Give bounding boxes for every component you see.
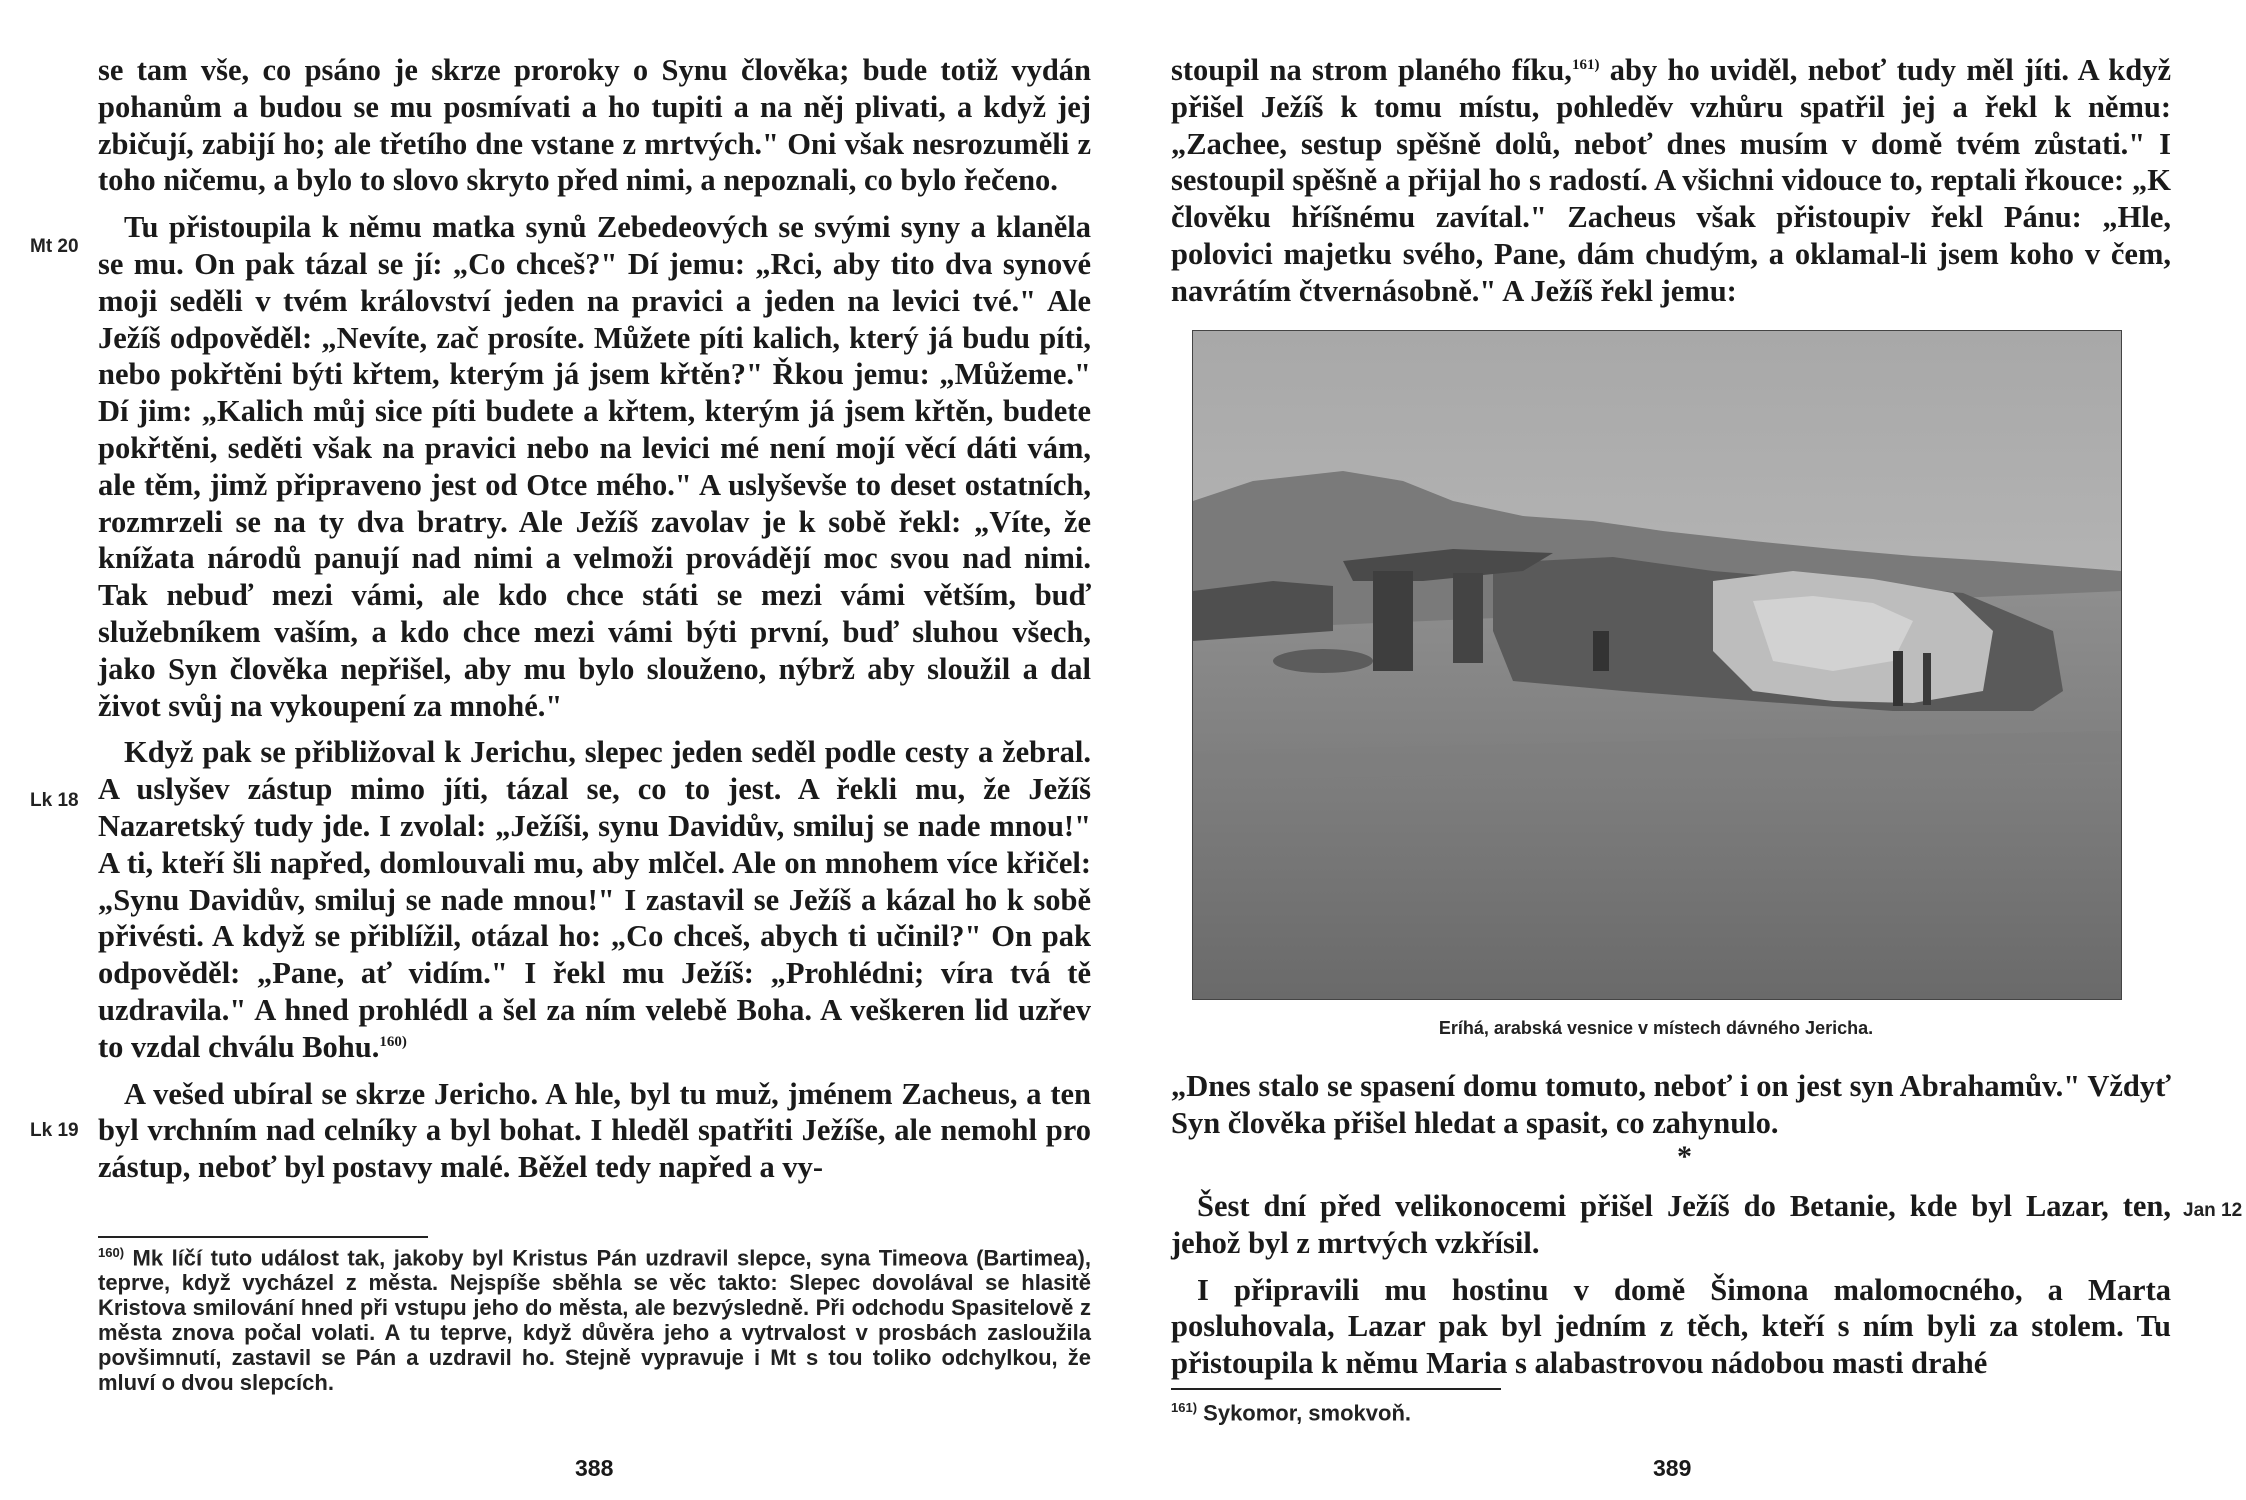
- zacheus-text-rest: aby ho uviděl, neboť tudy měl jíti. A když přišel Ježíš k tomu místu, pohleděv vzhůru spatřil jej a řekl k němu: „Zachee, sestup spěšně dolů, neboť dnes musím v domě tvém zůstati." I sestoupil spěšně a přijal ho s radostí. A všichni vidouce to, reptali řkouce: „K člověku hříšnému zavítal." Zacheus však přistoupiv řekl Pánu: „Hle, polovici majetku svého, Pane, dám chudým, a oklamal-li jsem koho v čem, navrátím čtvernásobně." A Ježíš řekl jemu:: [1171, 53, 2171, 308]
- left-text-column: [98, 52, 1091, 1186]
- footnote-marker-161: 161): [1171, 1400, 1198, 1415]
- footnote-divider: [98, 1236, 428, 1238]
- page-number-right: 389: [1653, 1455, 1692, 1481]
- paragraph-salvation: „Dnes stalo se spasení domu tomuto, neboť i on jest syn Abrahamův." Vždyť Syn člověka přišel hledat a spasit, co zahynulo.: [1171, 1069, 2171, 1140]
- footnote-ref-160: 160): [379, 1033, 407, 1050]
- paragraph-supper: I připravili mu hostinu v domě Šimona malomocného, a Marta posluhovala, Lazar pak byl jedním z těch, kteří s ním byli za stolem. Tu přistoupila k němu Maria s alabastrovou nádobou masti drahé: [1171, 1272, 2171, 1381]
- footnote-text-161: Sykomor, smokvoň.: [1203, 1400, 1412, 1426]
- paragraph-mt20: Tu přistoupila k němu matka synů Zebedeových se svými syny a klaněla se mu. On pak tázal se jí: „Co chceš?" Dí jemu: „Rci, aby tito dva synové moji seděli v tvém království jeden na pravici a jeden na levici tvé." Ale Ježíš odpověděl: „Nevíte, zač prosíte. Můžete píti kalich, který já budu píti, nebo pokřtěni býti křtem, kterým já jsem křtěn?" Řkou jemu: „Můžeme." Dí jim: „Kalich můj sice píti budete a křtem, kterým já jsem křtěn, budete pokřtěni, seděti však na pravici nebo na levici mé není mojí věcí dáti vám, ale těm, jimž připraveno jest od Otce mého." A uslyševše to deset ostatních, rozmrzeli se na ty dva bratry. Ale Ježíš zavolav je k sobě řekl: „Víte, že knížata národů panují nad nimi a velmoži provádějí moc svou nad nimi. Tak nebuď mezi vámi, ale kdo chce státi se mezi vámi větším, buď služebníkem vaším, a kdo chce mezi vámi býti první, buď sluhou všech, jako Syn člověka nepřišel, aby mu bylo slouženo, nýbrž aby sloužil a dal život svůj na vykoupení za mnohé.": [98, 210, 1091, 723]
- right-bottom-text: [1171, 1188, 2171, 1382]
- paragraph-zacheus-continuation: [1171, 52, 2171, 310]
- footnote-text: Mk líčí tuto událost tak, jakoby byl Kristus Pán uzdravil slepce, syna Timeova (Bartimea), teprve, když vycházel z města. Nejspíše sběhla se věc takto: Slepec dovolával se hlasitě Kristova smilování hned při vstupu jeho do města, ale bezvýsledně. Při odchodu Spasitelově z města znova počal volati. A tu teprve, když důvěra jeho a vytrvalost v prosbách zasloužila povšimnutí, zastavil se Pán a uzdravil ho. Stejně vypravuje i Mt s tou toliko odchylkou, že mluví o dvou slepcích.: [98, 1245, 1091, 1396]
- zacheus-text-start: stoupil na strom planého fíku,: [1171, 53, 1572, 87]
- margin-ref-lk19: Lk 19: [30, 1120, 79, 1141]
- footnote-divider-right: [1171, 1388, 1501, 1390]
- section-separator: *: [1677, 1140, 1692, 1173]
- margin-ref-lk18: Lk 18: [30, 790, 79, 811]
- margin-ref-jan12: Jan 12: [2183, 1200, 2243, 1221]
- page-number-left: 388: [575, 1455, 614, 1481]
- margin-ref-mt20: Mt 20: [30, 236, 79, 257]
- paragraph-betany: Šest dní před velikonocemi přišel Ježíš do Betanie, kde byl Lazar, ten, jehož byl z mrtvých vzkřísil.: [1171, 1189, 2171, 1260]
- photograph-jericho-village: [1192, 330, 2122, 1000]
- paragraph-lk19: A vešed ubíral se skrze Jericho. A hle, byl tu muž, jménem Zacheus, a ten byl vrchním nad celníky a byl bohat. I hleděl spatřiti Ježíše, ale nemohl pro zástup, neboť byl postavy malé. Běžel tedy napřed a vy-: [98, 1076, 1091, 1185]
- right-top-text-column: [1171, 52, 2171, 310]
- paragraph-lk18-text: Když pak se přibližoval k Jerichu, slepec jeden seděl podle cesty a žebral. A uslyšev zástup mimo jíti, tázal se, co to jest. A řekli mu, že Ježíš Nazaretský tudy jde. I zvolal: „Ježíši, synu Davidův, smiluj se nade mnou!" A ti, kteří šli napřed, domlouvali mu, aby mlčel. Ale on mnohem více křičel: „Synu Davidův, smiluj se nade mnou!" I zastavil se Ježíš a kázal ho k sobě přivésti. A když se přiblížil, otázal ho: „Co chceš, abych ti učinil?" On pak odpověděl: „Pane, ať vidím." I řekl mu Ježíš: „Prohlédni; víra tvá tě uzdravila." A hned prohlédl a šel za ním velebě Boha. A veškeren lid uzřev to vzdal chválu Bohu.: [98, 735, 1091, 1064]
- footnote-160: [98, 1240, 1091, 1395]
- footnote-marker: 160): [98, 1245, 125, 1260]
- photograph-image: [1193, 331, 2121, 999]
- footnote-161: [1171, 1395, 2171, 1425]
- paragraph-lk18: [98, 734, 1091, 1065]
- right-page: [1123, 0, 2246, 1500]
- photo-caption: Eríhá, arabská vesnice v místech dávného Jericha.: [1438, 1018, 1874, 1038]
- right-middle-text: [1171, 1068, 2171, 1142]
- footnote-ref-161: 161): [1571, 56, 1600, 73]
- paragraph-continuation: se tam vše, co psáno je skrze proroky o Synu člověka; bude totiž vydán pohanům a budou se mu posmívati a ho tupiti a na něj plivati, a když jej zbičují, zabijí ho; ale třetího dne vstane z mrtvých." Oni však nesrozuměli z toho ničemu, a bylo to slovo skryto před nimi, a nepoznali, co bylo řečeno.: [98, 53, 1091, 198]
